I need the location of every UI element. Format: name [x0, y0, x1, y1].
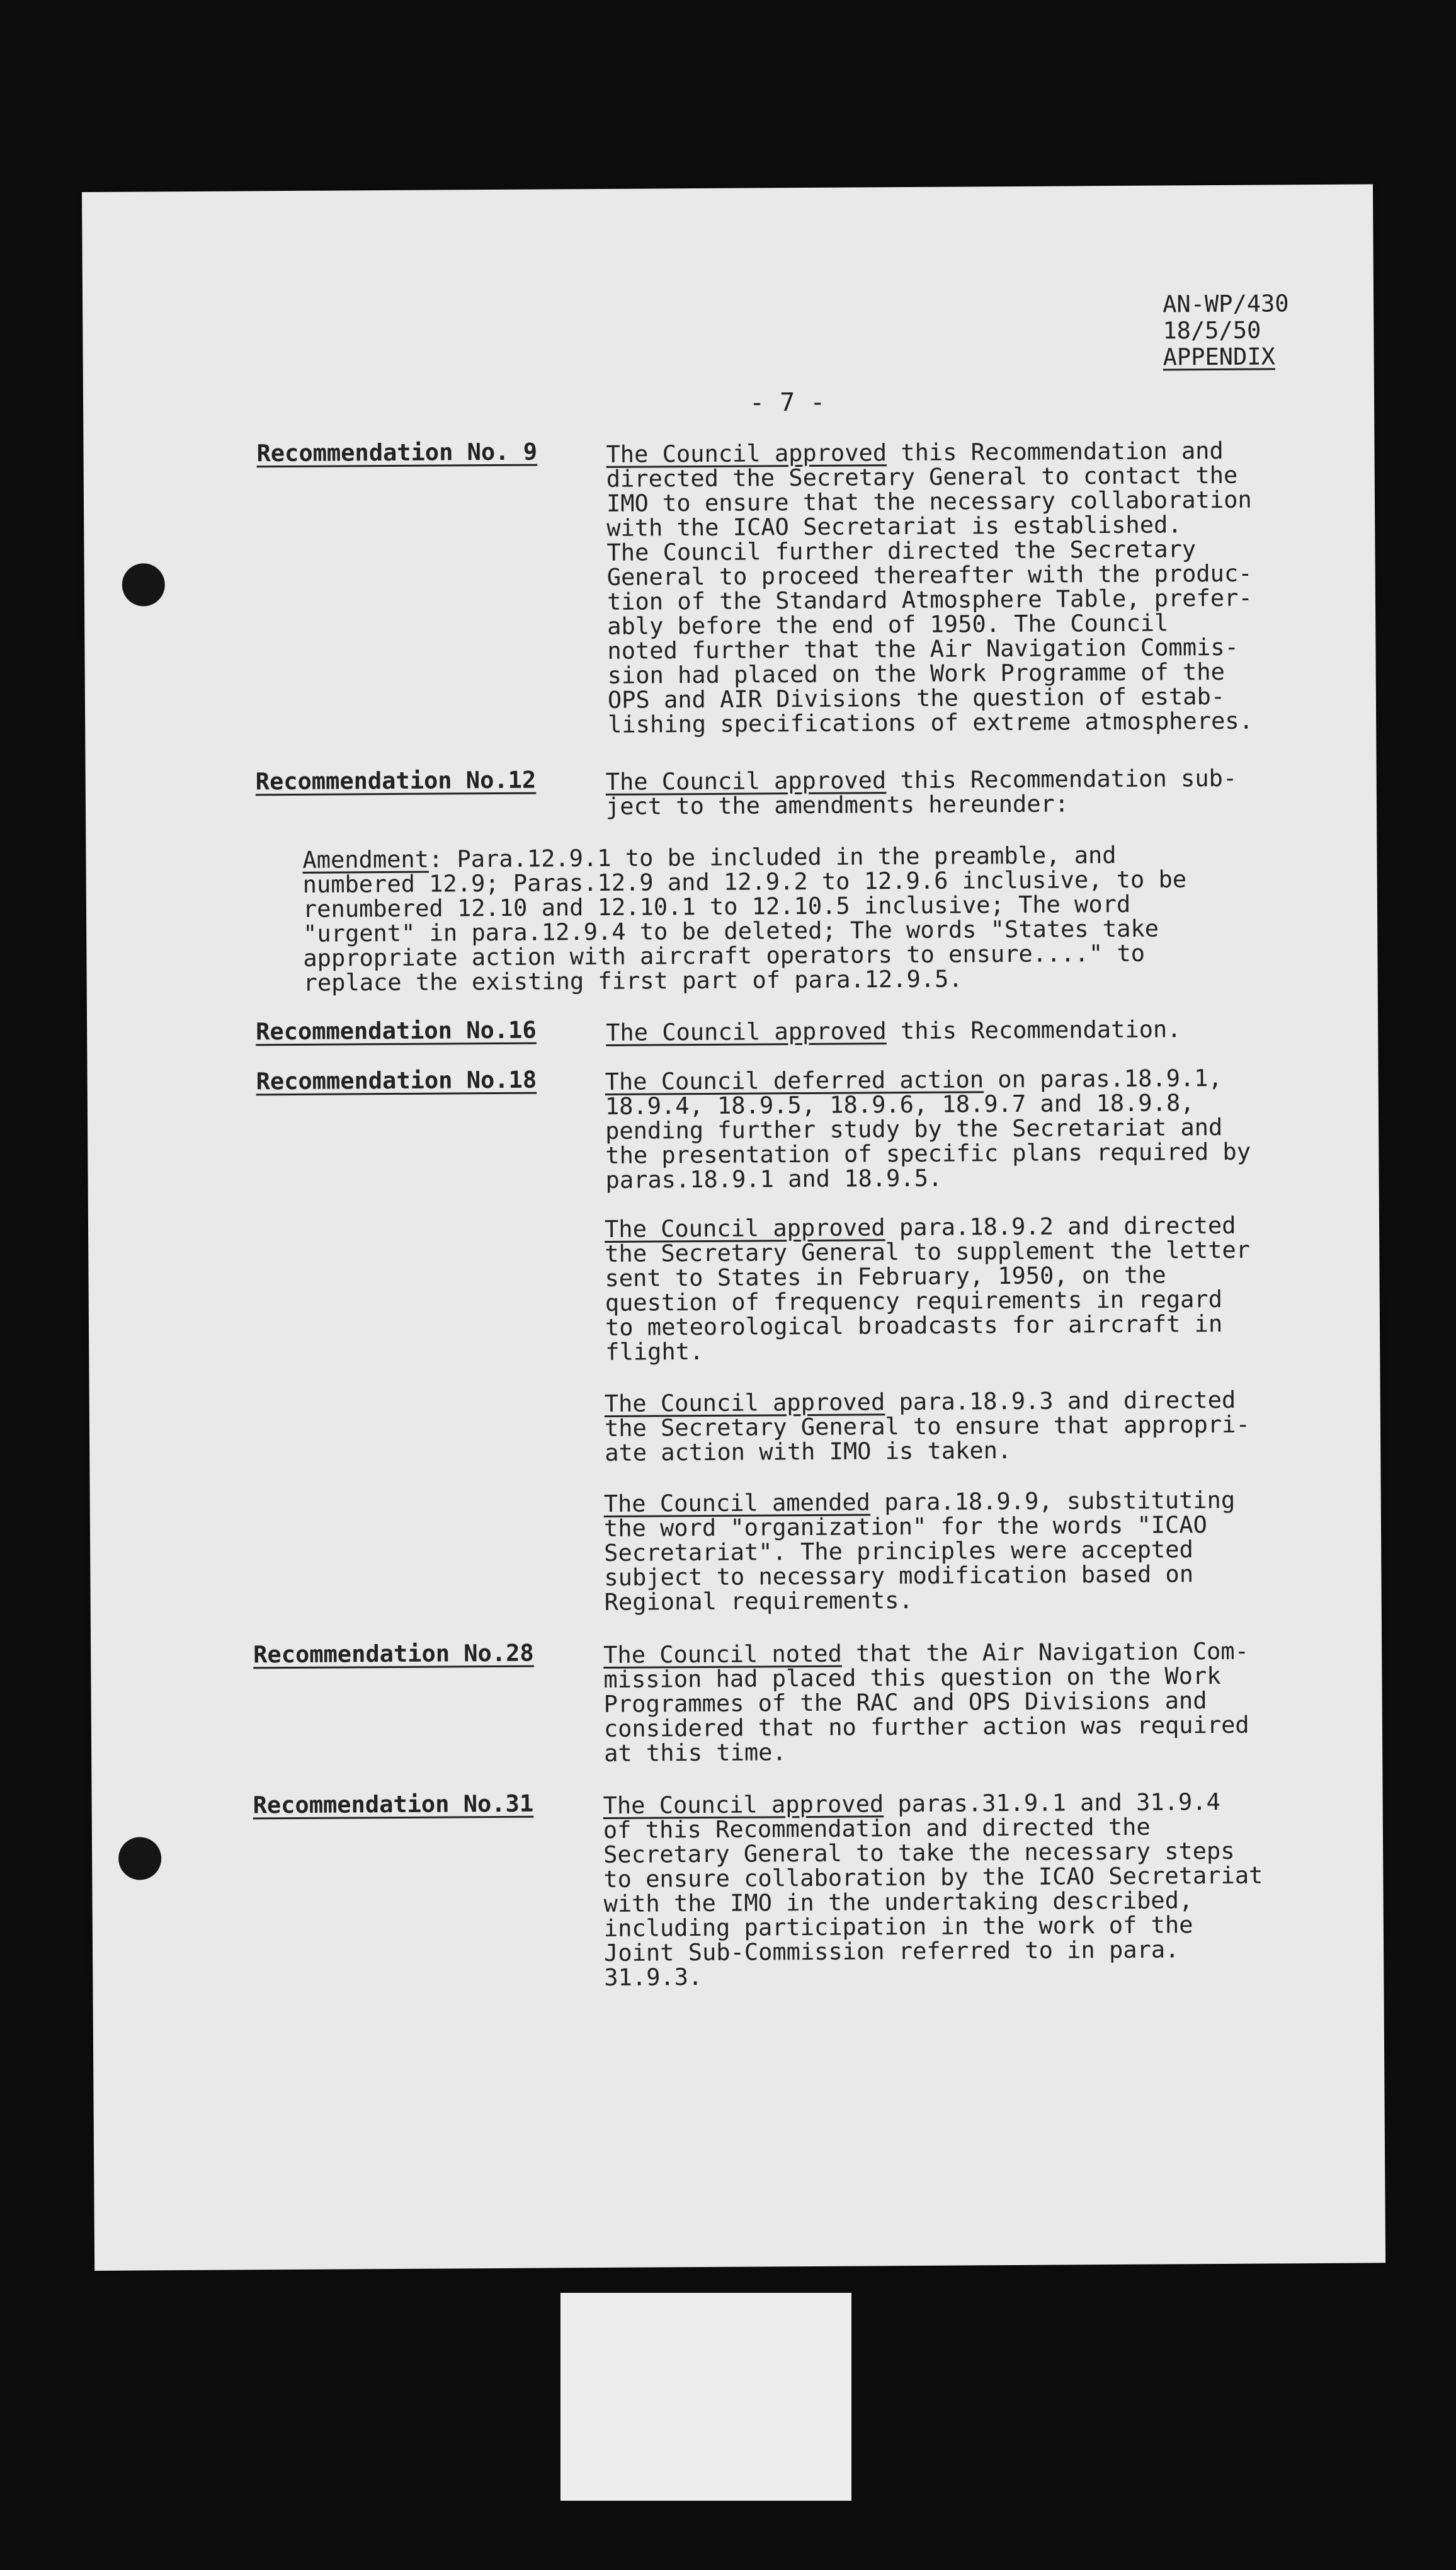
recommendation-label: Recommendation No.31 — [253, 1790, 534, 1819]
appendix-label: APPENDIX — [1163, 343, 1275, 371]
recommendation-label: Recommendation No.28 — [253, 1639, 534, 1669]
recommendation-label: Recommendation No.16 — [256, 1016, 537, 1046]
action-lead: The Council approved — [605, 767, 887, 796]
recommendation-label: Recommendation No.18 — [256, 1066, 537, 1095]
document-page — [82, 184, 1385, 2270]
amendment-label: Amendment — [302, 845, 429, 874]
recommendation-18-paragraph-2: The Council approved para.18.9.2 and directed the Secretary General to supplement the letter sent to States in February, 1950, on the question of frequency requirements in regard to meteorological broadcasts for aircraft in flight. — [604, 1211, 1251, 1366]
recommendation-12-paragraph: The Council approved this Recommendation sub- ject to the amendments hereunder: — [605, 764, 1237, 820]
action-lead: The Council approved — [606, 1017, 887, 1046]
action-lead: The Council approved — [603, 1790, 884, 1819]
document-date: 18/5/50 — [1163, 316, 1261, 345]
recommendation-label: Recommendation No.12 — [255, 766, 537, 796]
recommendation-18-paragraph-3: The Council approved para.18.9.3 and directed the Secretary General to ensure that appropri- ate action with IMO is taken. — [604, 1386, 1250, 1466]
recommendation-31-paragraph: The Council approved paras.31.9.1 and 31.9.4 of this Recommendation and directed the Secretary General to take the necessary steps to ensure collaboration by the ICAO Secretariat with the IMO in the undertaking described, including participation in the work of the Joint Sub-Commission referred to in para. 31.9.3. — [603, 1788, 1263, 1991]
action-lead: The Council noted — [603, 1640, 843, 1669]
recommendation-16-paragraph: The Council approved this Recommendation. — [606, 1015, 1181, 1046]
punch-hole-bottom — [118, 1837, 161, 1880]
page-number: - 7 - — [749, 387, 826, 418]
recommendation-18-paragraph-1: The Council deferred action on paras.18.9.1, 18.9.4, 18.9.5, 18.9.6, 18.9.7 and 18.9.8, pending further study by the Secretariat and the presentation of specific plans required by paras.18.9.1 and 18.9.5. — [605, 1064, 1251, 1194]
action-lead: The Council approved — [604, 1388, 885, 1417]
action-lead: The Council deferred action — [605, 1066, 984, 1095]
attached-blank-slip — [560, 2293, 851, 2501]
recommendation-28-paragraph: The Council noted that the Air Navigation Com- mission had placed this question on the Work Programmes of the RAC and OPS Divisions and considered that no further action was required at this time. — [603, 1637, 1249, 1767]
document-header — [1163, 290, 1289, 370]
document-reference: AN-WP/430 — [1162, 290, 1289, 318]
action-lead: The Council approved — [606, 439, 887, 468]
amendment-paragraph: Amendment: Para.12.9.1 to be included in the preamble, and numbered 12.9; Paras.12.9 and 12.9.2 to 12.9.6 inclusive, to be renumbered 12.10 and 12.10.1 to 12.10.5 inclusive; The word "urgent" in para.12.9.4 to be deleted; The words "States take appropriate action with aircraft operators to ensure...." to replace the existing first part of para.12.9.5. — [302, 841, 1187, 997]
recommendation-18-paragraph-4: The Council amended para.18.9.9, substituting the word "organization" for the words "ICAO Secretariat". The principles were accepted subject to necessary modification based on Regional requirements. — [603, 1486, 1236, 1616]
action-lead: The Council amended — [603, 1488, 871, 1517]
recommendation-label: Recommendation No. 9 — [256, 438, 538, 467]
action-lead: The Council approved — [604, 1214, 885, 1243]
punch-hole-top — [122, 563, 165, 606]
recommendation-9-paragraph: The Council approved this Recommendation and directed the Secretary General to contact the IMO to ensure that the necessary collaboration with the ICAO Secretariat is established. The Council further directed the Secretary General to proceed thereafter with the produc- tion of the Standard Atmosphere Table, prefer- ably before the end of 1950. The Council noted further that the Air Navigation Commis- sion had placed on the Work Programme of the OPS and AIR Divisions the question of estab- lishing specifications of extreme atmospheres. — [606, 437, 1253, 738]
